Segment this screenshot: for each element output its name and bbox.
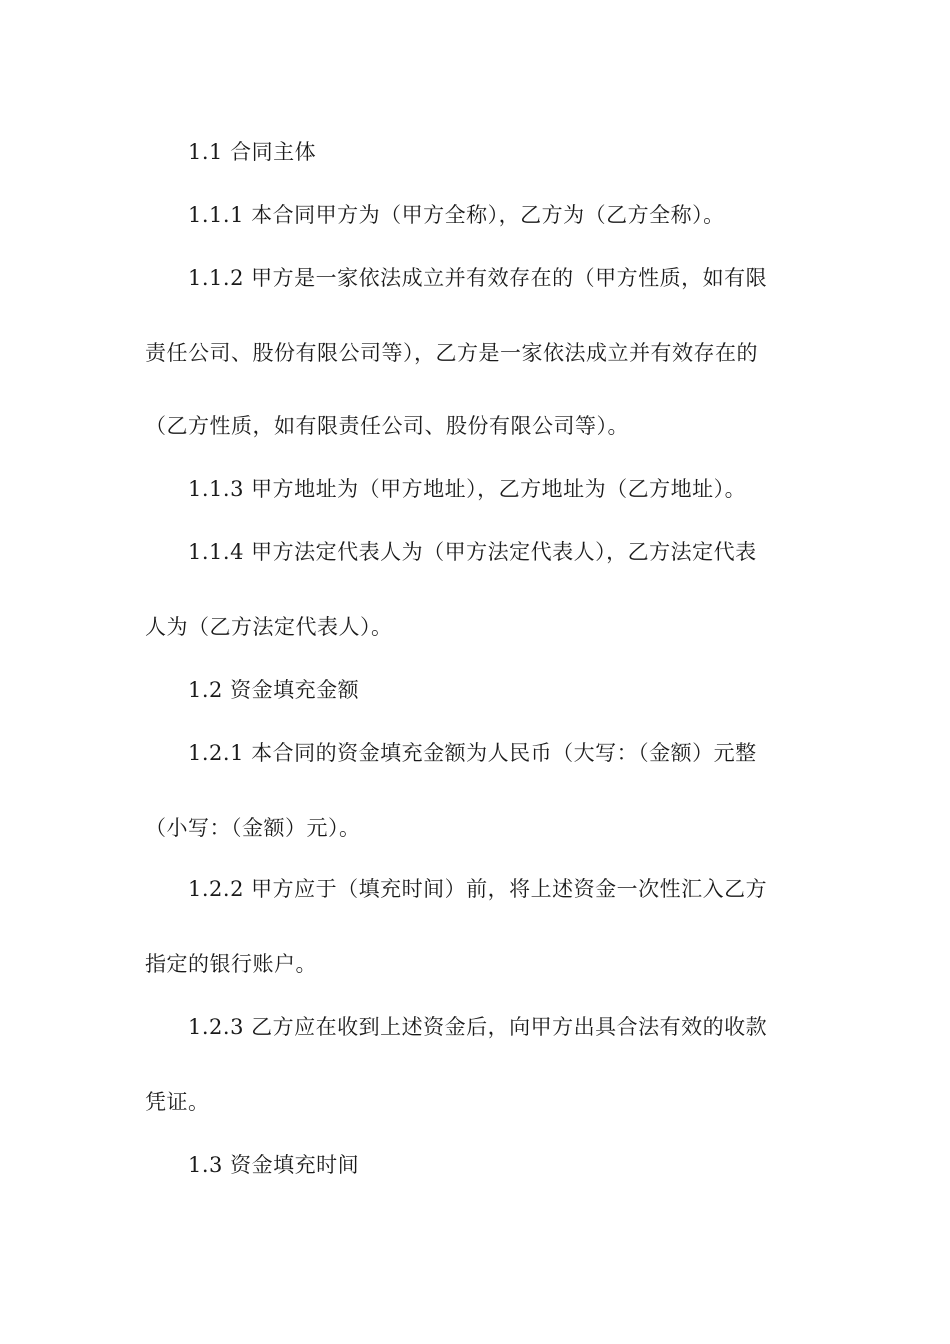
section-heading-1-1: 1.1 合同主体 [188, 140, 317, 164]
clause-1-1-3: 1.1.3 甲方地址为（甲方地址），乙方地址为（乙方地址）。 [188, 477, 747, 501]
clause-1-2-2-line-2: 指定的银行账户。 [145, 952, 317, 976]
clause-1-2-3-line-2: 凭证。 [145, 1090, 210, 1114]
clause-1-2-1-line-2: （小写：（金额）元）。 [145, 816, 361, 840]
clause-1-1-1: 1.1.1 本合同甲方为（甲方全称），乙方为（乙方全称）。 [188, 203, 725, 227]
clause-1-2-3-line-1: 1.2.3 乙方应在收到上述资金后，向甲方出具合法有效的收款 [188, 1015, 768, 1039]
clause-1-1-2-line-3: （乙方性质，如有限责任公司、股份有限公司等）。 [145, 414, 629, 438]
clause-1-1-4-line-1: 1.1.4 甲方法定代表人为（甲方法定代表人），乙方法定代表 [188, 540, 757, 564]
section-heading-1-2: 1.2 资金填充金额 [188, 678, 360, 702]
clause-1-1-2-line-1: 1.1.2 甲方是一家依法成立并有效存在的（甲方性质，如有限 [188, 266, 768, 290]
clause-1-1-4-line-2: 人为（乙方法定代表人）。 [145, 615, 393, 639]
clause-1-1-2-line-2: 责任公司、股份有限公司等），乙方是一家依法成立并有效存在的 [145, 341, 758, 365]
section-heading-1-3: 1.3 资金填充时间 [188, 1153, 360, 1177]
clause-1-2-2-line-1: 1.2.2 甲方应于（填充时间）前，将上述资金一次性汇入乙方 [188, 877, 768, 901]
clause-1-2-1-line-1: 1.2.1 本合同的资金填充金额为人民币（大写：（金额）元整 [188, 741, 757, 765]
